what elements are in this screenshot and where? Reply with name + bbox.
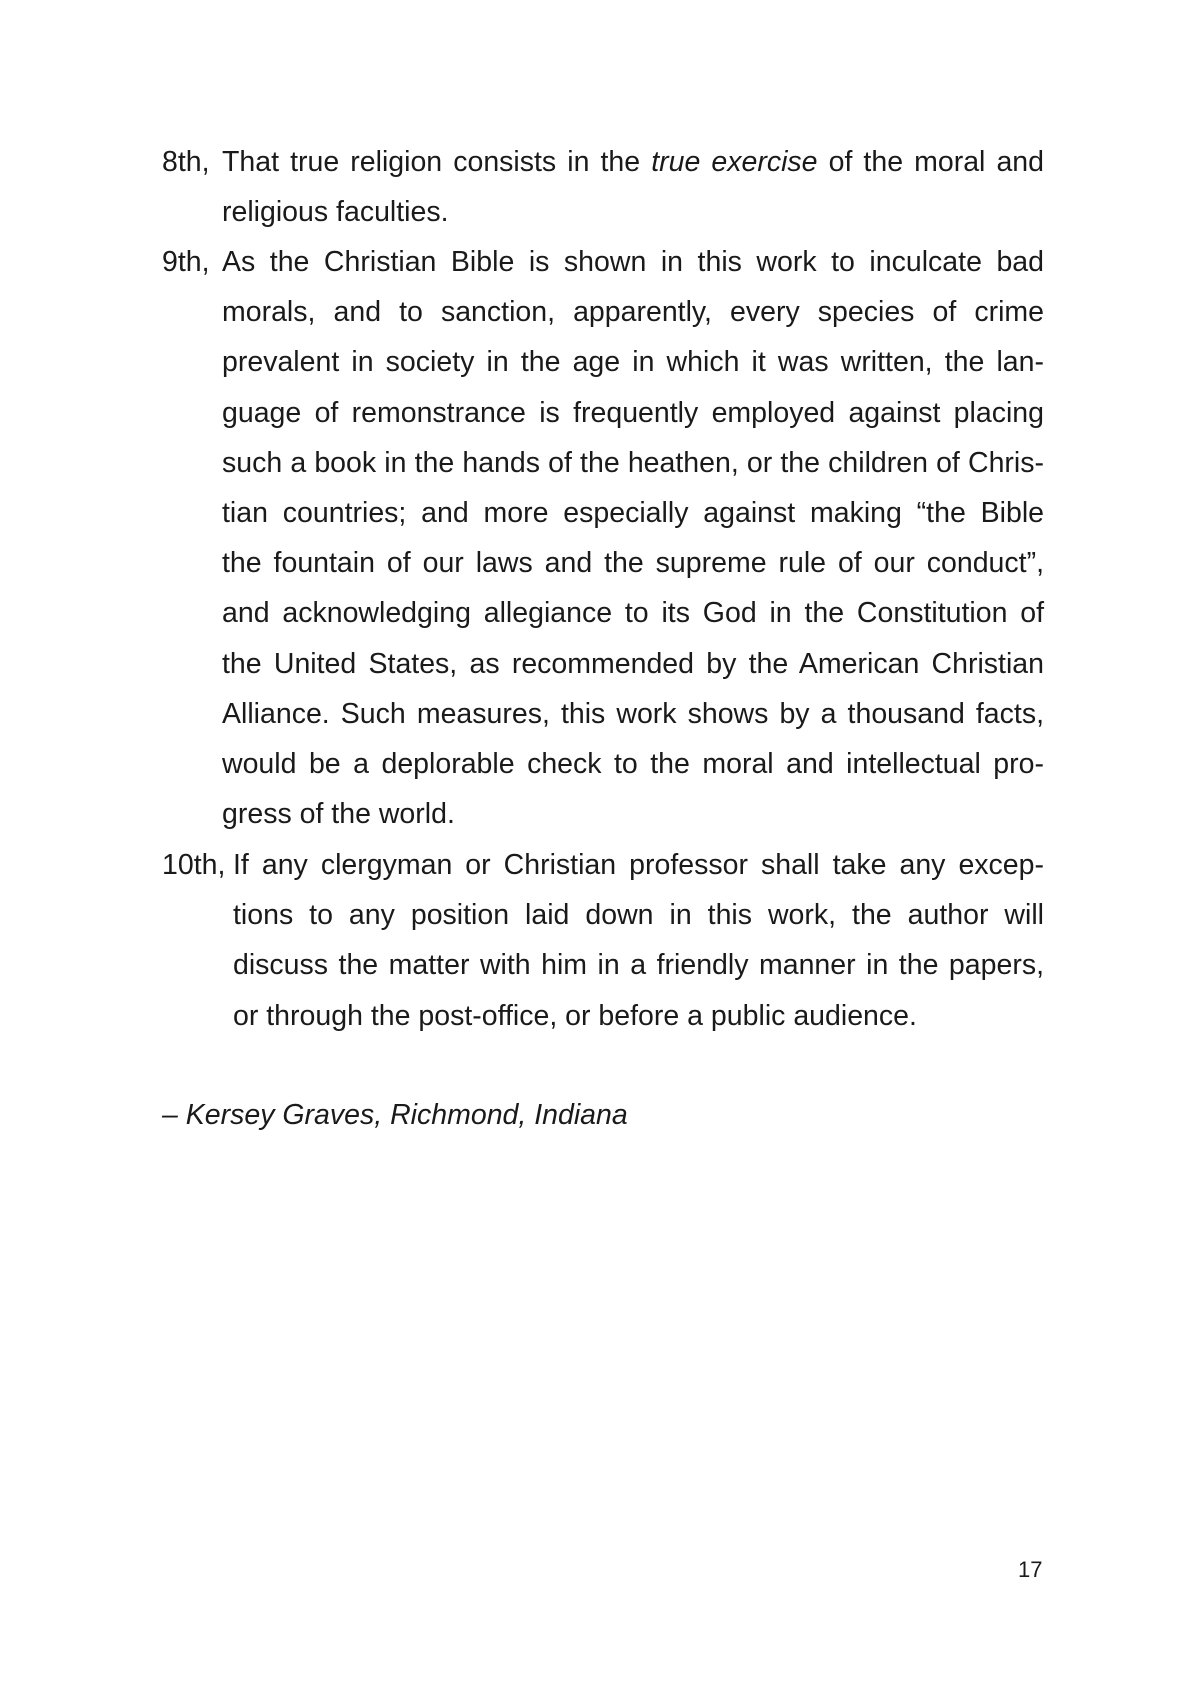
item-line [222,137,1044,187]
item-line: morals, and to sanction, apparently, every species of crime [222,296,1044,329]
item-line: discuss the matter with him in a friendly manner in the papers, [233,949,1044,982]
item-line: guage of remonstrance is frequently employed against placing [222,396,1044,429]
item-line: religious faculties. [222,196,449,229]
emphasis-text: true exercise [651,146,818,178]
item-line: tions to any position laid down in this work, the author will [233,899,1044,932]
item-line: and acknowledging allegiance to its God in the Constitution of [222,597,1044,630]
item-line: the fountain of our laws and the supreme rule of our conduct”, [222,547,1044,580]
item-line: such a book in the hands of the heathen, or the children of Chris- [222,446,1044,479]
item-line: would be a deplorable check to the moral and intellectual pro- [222,748,1044,781]
list-item-10th [162,840,1044,1041]
page-number: 17 [1018,1557,1043,1582]
item-line: prevalent in society in the age in which it was written, the lan- [222,346,1044,379]
item-body [222,137,1044,237]
item-body [233,840,1044,1041]
item-number: 9th, [162,246,210,278]
item-line: tian countries; and more especially against making “the Bible [222,497,1044,530]
item-line: If any clergyman or Christian professor shall take any excep- [233,849,1044,881]
item-line: As the Christian Bible is shown in this work to inculcate bad [222,246,1044,278]
item-line: gress of the world. [222,798,455,831]
item-line: the United States, as recommended by the American Christian [222,647,1044,680]
item-number: 10th, [162,849,226,881]
list-item-8th [162,137,1044,237]
item-text: That true religion consists in the [222,146,641,178]
item-text: of the moral and [828,146,1045,178]
item-line: or through the post-office, or before a public audience. [233,999,917,1032]
list-item-9th [162,237,1044,839]
item-number: 8th, [162,146,210,178]
item-body [222,237,1044,839]
item-line: Alliance. Such measures, this work shows by a thousand facts, [222,697,1044,730]
author-signature: – Kersey Graves, Richmond, Indiana [162,1099,628,1131]
